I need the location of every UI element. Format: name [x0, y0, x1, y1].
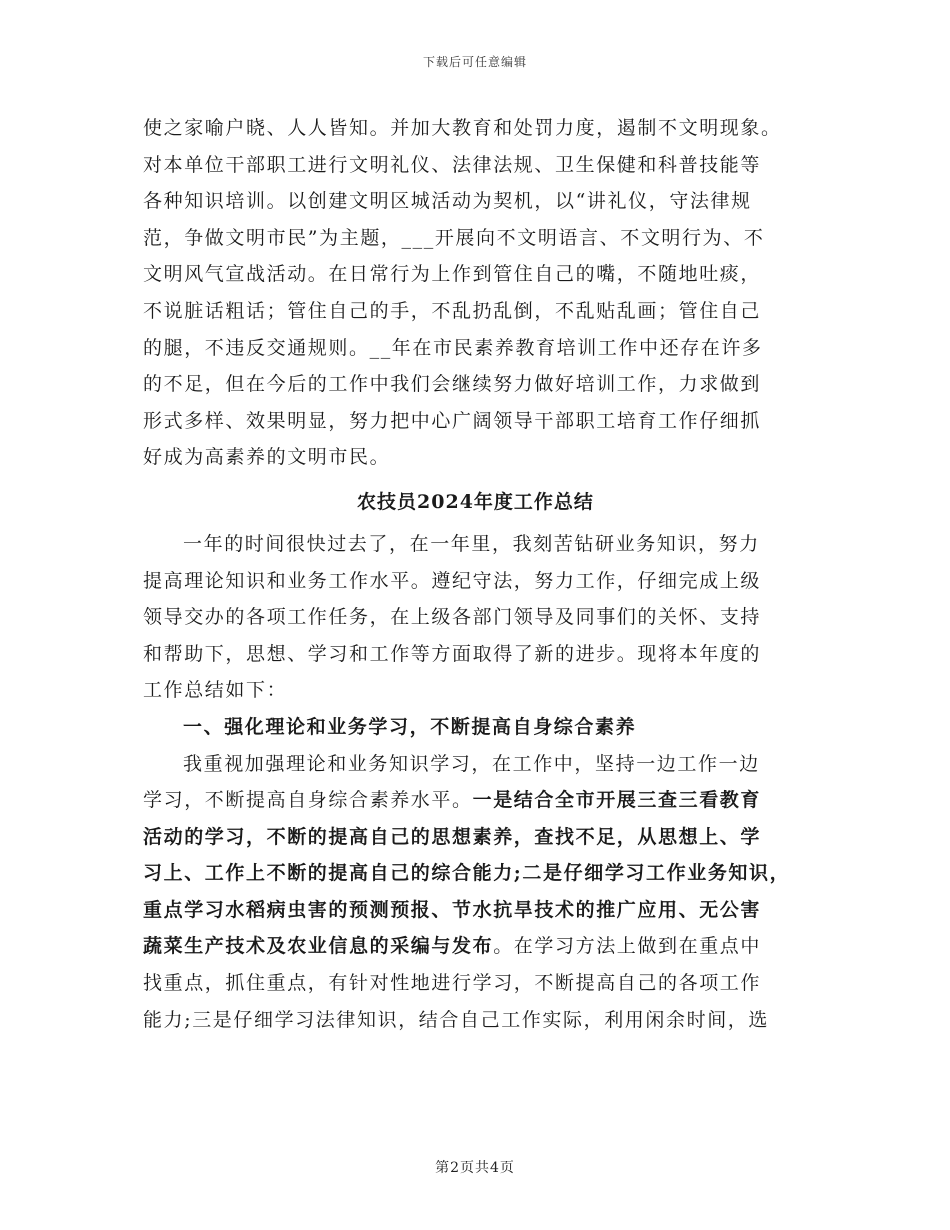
text-line: 我重视加强理论和业务知识学习，在工作中，坚持一边工作一边: [183, 752, 760, 775]
header-note: 下载后可任意编辑: [422, 55, 527, 69]
heading-1: 一、强化理论和业务学习，不断提高自身综合素养: [183, 715, 637, 738]
section-title: 农技员2024年度工作总结: [357, 490, 594, 513]
text-line: 能力;三是仔细学习法律知识，结合自己工作实际，利用闲余时间，选: [143, 1008, 770, 1031]
text-line: 的不足，但在今后的工作中我们会继续努力做好培训工作，力求做到: [143, 373, 762, 396]
text-line: 范，争做文明市民”为主题，___开展向不文明语言、不文明行为、不: [143, 226, 765, 249]
text-line: 不说脏话粗话；管住自己的手，不乱扔乱倒，不乱贴乱画；管住自己: [143, 299, 762, 322]
text-run: 。在学习方法上做到在重点中: [493, 935, 762, 958]
text-line: 工作总结如下：: [143, 679, 288, 702]
page-number: 第2页共4页: [435, 1160, 515, 1176]
text-line: 各种知识培训。以创建文明区城活动为契机，以“讲礼仪，守法律规: [143, 190, 752, 213]
text-line: 文明风气宣战活动。在日常行为上作到管住自己的嘴，不随地吐痰，: [143, 263, 762, 286]
study-paragraph: [143, 746, 808, 1039]
text-run: 学习，不断提高自身综合素养水平。: [143, 789, 473, 812]
text-line: 使之家喻户晓、人人皆知。并加大教育和处罚力度，遏制不文明现象。: [143, 117, 782, 139]
bold-run: 一是结合全市开展三查三看教育: [472, 789, 762, 812]
bold-line: 习上、工作上不断的提高自己的综合能力;二是仔细学习工作业务知识，: [143, 862, 791, 885]
text-line: 对本单位干部职工进行文明礼仪、法律法规、卫生保健和科普技能等: [143, 153, 762, 176]
bold-run: 蔬菜生产技术及农业信息的采编与发布: [143, 935, 494, 958]
summary-paragraph: [143, 526, 808, 709]
bold-line: 重点学习水稻病虫害的预测预报、节水抗旱技术的推广应用、无公害: [143, 898, 762, 921]
text-line: 找重点，抓住重点，有针对性地进行学习，不断提高自己的各项工作: [143, 972, 762, 995]
text-line: 领导交办的各项工作任务，在上级各部门领导及同事们的关怀、支持: [143, 606, 762, 629]
document-body: [143, 110, 808, 1038]
text-line: 的腿，不违反交通规则。__年在市民素养教育培训工作中还存在许多: [143, 336, 763, 359]
text-line: 和帮助下，思想、学习和工作等方面取得了新的进步。现将本年度的: [143, 642, 762, 665]
text-line: 形式多样、效果明显，努力把中心广阔领导干部职工培育工作仔细抓: [143, 409, 762, 432]
bold-line: 活动的学习，不断的提高自己的思想素养，查找不足，从思想上、学: [143, 825, 762, 848]
text-line: 提高理论知识和业务工作水平。遵纪守法，努力工作，仔细完成上级: [143, 569, 762, 592]
text-line: [143, 928, 808, 965]
intro-paragraph: [143, 110, 808, 476]
text-line: [143, 782, 808, 819]
text-line: 好成为高素养的文明市民。: [143, 446, 391, 469]
text-line: 一年的时间很快过去了，在一年里，我刻苦钻研业务知识，努力: [183, 532, 760, 555]
